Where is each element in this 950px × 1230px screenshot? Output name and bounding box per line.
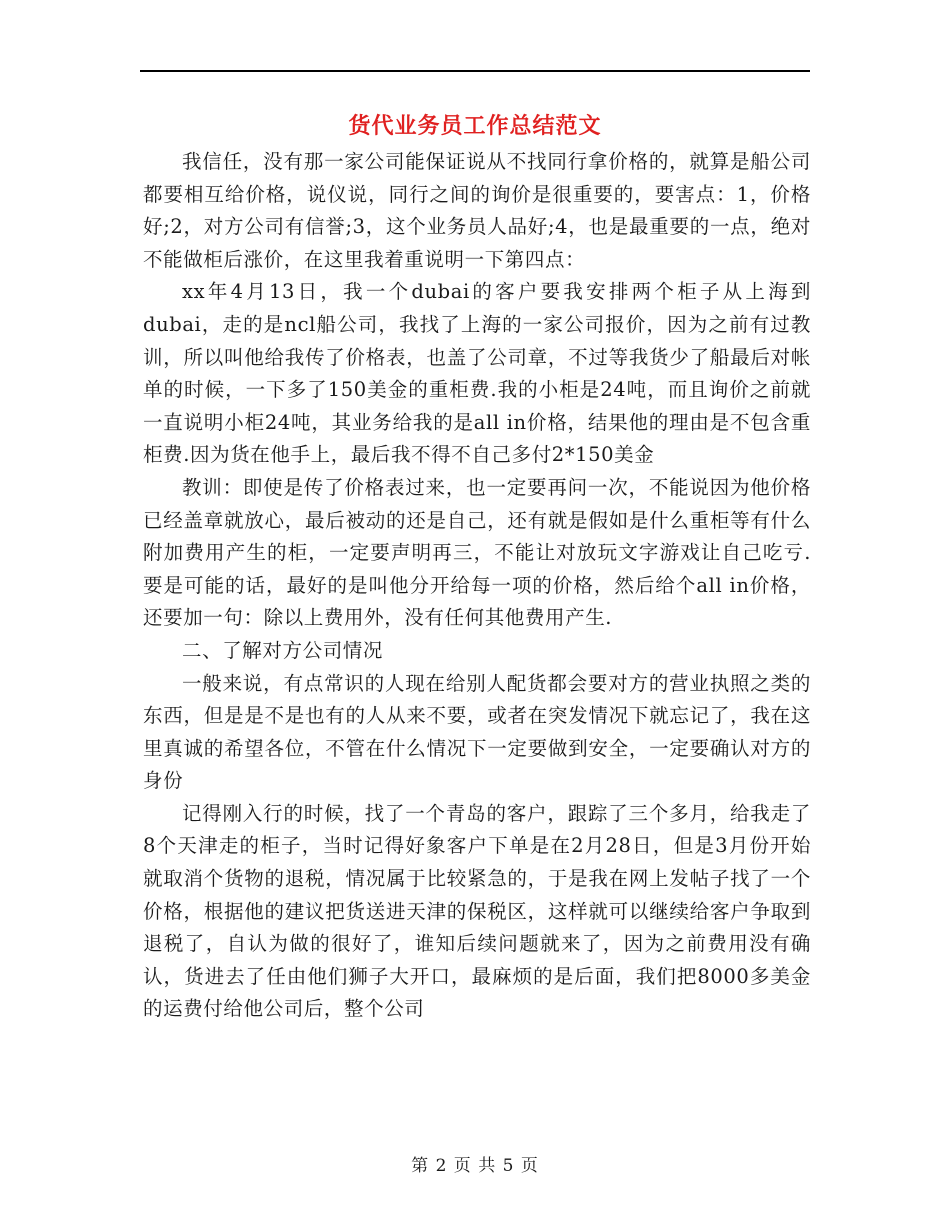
paragraph-case-qingdao: 记得刚入行的时候，找了一个青岛的客户，跟踪了三个多月，给我走了8个天津走的柜子，当时记得好象客户下单是在2月28日，但是3月份开始就取消个货物的退税，情况属于比较紧急的，于是我在网上发帖子找了一个价格，根据他的建议把货送进天津的保税区，这样就可以继续给客户争取到退税了，自认为做的很好了，谁知后续问题就来了，因为之前费用没有确认，货进去了任由他们狮子大开口，最麻烦的是后面，我们把8000多美金的运费付给他公司后，整个公司 [143,801,811,1021]
section-heading: 二、了解对方公司情况 [182,638,384,662]
header-rule [140,70,810,72]
paragraph-company-check: 一般来说，有点常识的人现在给别人配货都会要对方的营业执照之类的东西，但是是不是也有的人从来不要，或者在突发情况下就忘记了，我在这里真诚的希望各位，不管在什么情况下一定要做到安全，一定要确认对方的身份 [143,671,811,793]
paragraph-intro: 我信任，没有那一家公司能保证说从不找同行拿价格的，就算是船公司都要相互给价格，说仪说，同行之间的询价是很重要的，要害点：1，价格好;2，对方公司有信誉;3，这个业务员人品好;4，也是最重要的一点，绝对不能做柜后涨价，在这里我着重说明一下第四点： [143,150,811,271]
paragraph-lesson: 教训：即使是传了价格表过来，也一定要再问一次，不能说因为他价格已经盖章就放心，最后被动的还是自己，还有就是假如是什么重柜等有什么附加费用产生的柜，一定要声明再三，不能让对放玩文字游戏让自己吃亏.要是可能的话，最好的是叫他分开给每一项的价格，然后给个all in价格，还要加一句：除以上费用外，没有任何其他费用产生. [143,475,811,630]
paragraph-case-dubai: xx年4月13日，我一个dubai的客户要我安排两个柜子从上海到dubai，走的是ncl船公司，我找了上海的一家公司报价，因为之前有过教训，所以叫他给我传了价格表，也盖了公司章，不过等我货少了船最后对帐单的时候，一下多了150美金的重柜费.我的小柜是24吨，而且询价之前就一直说明小柜24吨，其业务给我的是all in价格，结果他的理由是不包含重柜费.因为货在他手上，最后我不得不自己多付2*150美金 [143,280,811,467]
document-title: 货代业务员工作总结范文 [348,113,602,139]
document-body [143,146,811,1026]
page-number: 第 2 页 共 5 页 [411,1156,539,1176]
